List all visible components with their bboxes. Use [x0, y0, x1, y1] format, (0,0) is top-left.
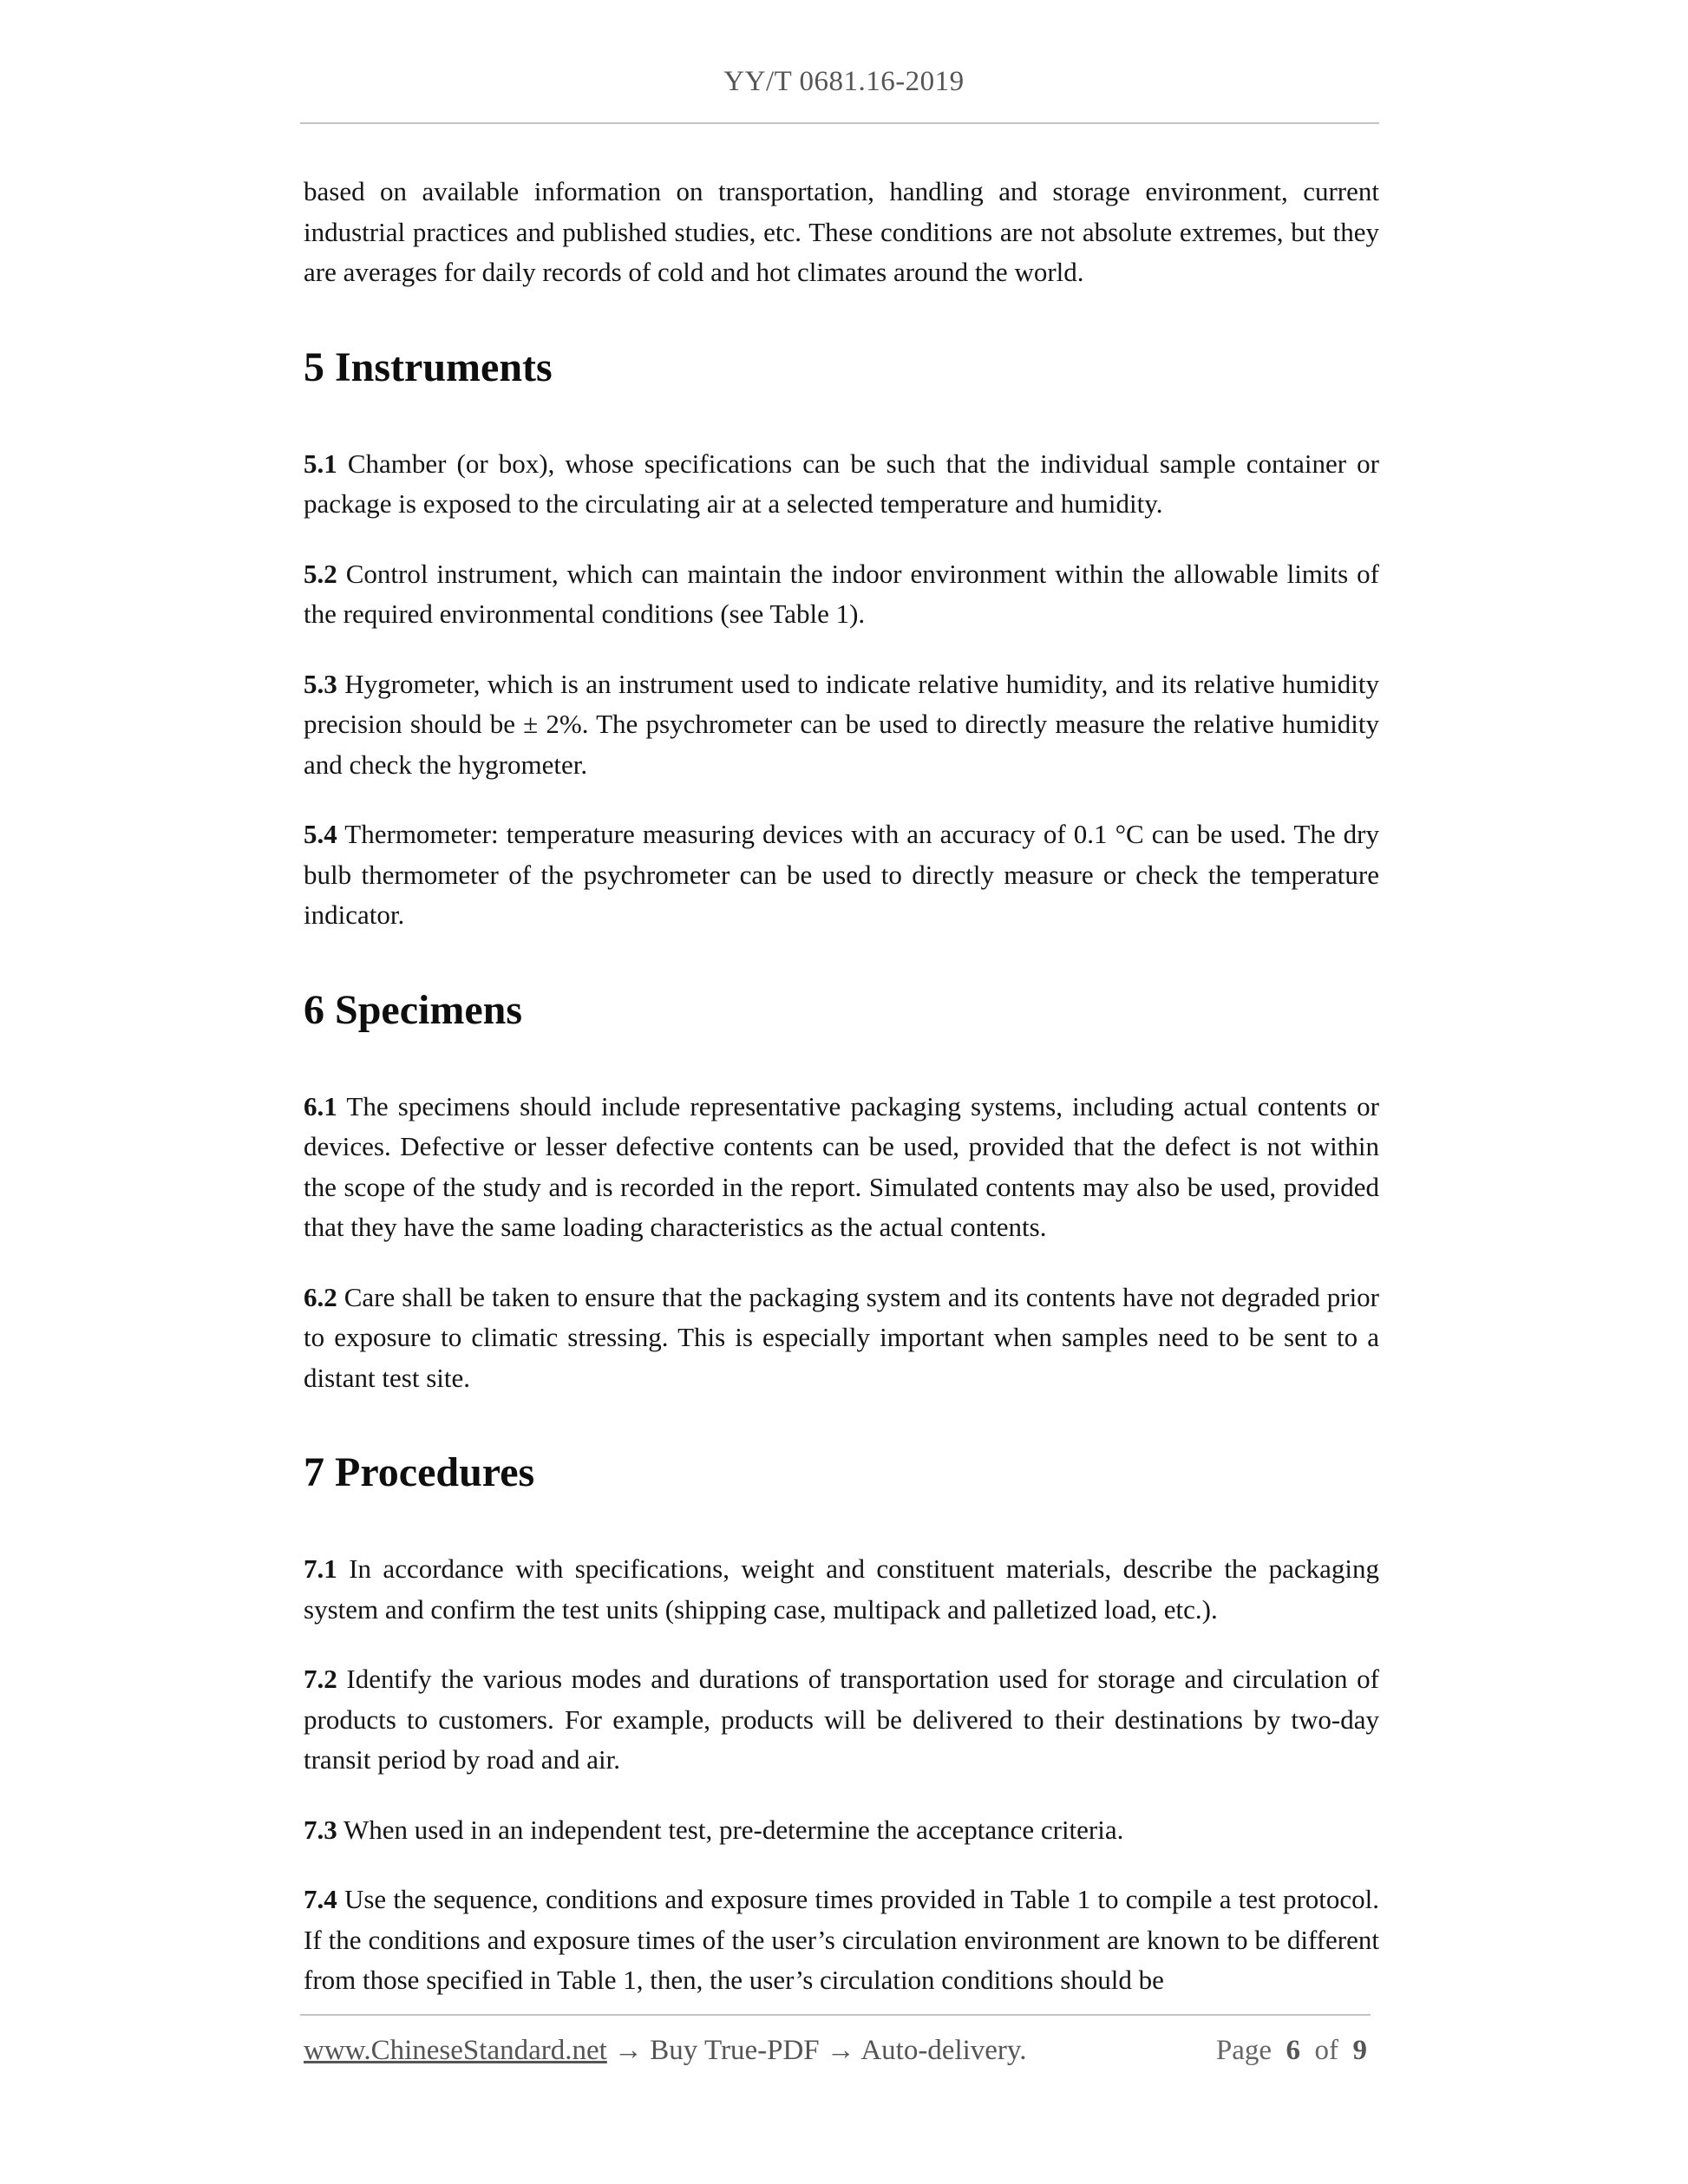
- website-link[interactable]: www.ChineseStandard.net: [304, 2035, 607, 2066]
- clause-text: Chamber (or box), whose specifications can be such that the individual sample container or package is exposed to the circulating air at a selected temperature and humidity.: [304, 448, 1380, 519]
- document-body: [304, 172, 1379, 2001]
- clause-number: 7.4: [304, 1884, 337, 1914]
- page-of-label: of: [1314, 2035, 1338, 2066]
- auto-delivery-text: Auto-delivery.: [860, 2035, 1027, 2066]
- clause-number: 5.2: [304, 558, 337, 589]
- clause-6-1: [304, 1087, 1379, 1248]
- clause-5-4: [304, 814, 1379, 936]
- footer-divider: [300, 2014, 1371, 2016]
- clause-number: 5.1: [304, 448, 337, 479]
- clause-7-4: [304, 1880, 1379, 2001]
- page-label: Page: [1215, 2035, 1272, 2066]
- page-number: [1216, 2035, 1367, 2067]
- header-title: YY/T 0681.16-2019: [723, 66, 965, 97]
- clause-number: 6.2: [304, 1281, 337, 1312]
- clause-number: 7.1: [304, 1553, 337, 1584]
- clause-7-2: [304, 1659, 1379, 1781]
- clause-5-3: [304, 664, 1379, 786]
- clause-text: Thermometer: temperature measuring devices with an accuracy of 0.1 °C can be used. The dry bulb thermometer of the psychrometer can be used to directly measure or check the temperature indicator.: [304, 819, 1379, 930]
- clause-7-1: [304, 1549, 1379, 1630]
- clause-text: When used in an independent test, pre-determine the acceptance criteria.: [343, 1814, 1124, 1845]
- clause-number: 5.4: [304, 819, 337, 849]
- clause-5-2: [304, 554, 1379, 635]
- clause-text: In accordance with specifications, weight and constituent materials, describe the packaging system and confirm the test units (shipping case, multipack and palletized load, etc.).: [304, 1553, 1380, 1625]
- clause-7-3: [304, 1810, 1379, 1851]
- section-6-title: 6 Specimens: [304, 986, 522, 1033]
- arrow-right-icon: →: [614, 2035, 644, 2066]
- clause-number: 7.3: [304, 1814, 337, 1845]
- clause-text: Use the sequence, conditions and exposure times provided in Table 1 to compile a test protocol. If the conditions and exposure times of the user’s circulation environment are known to be different from those specified in Table 1, then, the user’s circulation conditions should be: [304, 1884, 1379, 1995]
- intro-paragraph: based on available information on transportation, handling and storage environment, current industrial practices and published studies, etc. These conditions are not absolute extremes, but they are averages for daily records of cold and hot climates around the world.: [304, 176, 1379, 287]
- page-total: 9: [1352, 2035, 1367, 2066]
- arrow-right-icon: →: [826, 2035, 855, 2066]
- clause-number: 5.3: [304, 668, 337, 699]
- section-5-title: 5 Instruments: [304, 343, 553, 390]
- clause-text: Hygrometer, which is an instrument used to indicate relative humidity, and its relative humidity precision should be ± 2%. The psychrometer can be used to directly measure the relative humidity and check the hygrometer.: [304, 668, 1380, 780]
- footer-promo: [304, 2035, 1027, 2067]
- clause-text: Identify the various modes and durations of transportation used for storage and circulation of products to customers. For example, products will be delivered to their destinations by two-day transit period by road and air.: [304, 1664, 1379, 1775]
- clause-text: The specimens should include representative packaging systems, including actual contents or devices. Defective or lesser defective contents can be used, provided that the defect is not within the scope of the study and is recorded in the report. Simulated contents may also be used, provided that they have the same loading characteristics as the actual contents.: [304, 1090, 1379, 1242]
- page-current: 6: [1286, 2035, 1300, 2066]
- header-divider: [300, 122, 1379, 124]
- clause-text: Care shall be taken to ensure that the packaging system and its contents have not degraded prior to exposure to climatic stressing. This is especially important when samples need to be sent to a distant test site.: [304, 1281, 1380, 1393]
- clause-number: 6.1: [304, 1090, 337, 1121]
- clause-text: Control instrument, which can maintain the indoor environment within the allowable limits of the required environmental conditions (see Table 1).: [304, 558, 1379, 629]
- clause-6-2: [304, 1278, 1379, 1399]
- clause-number: 7.2: [304, 1664, 337, 1694]
- section-7-title: 7 Procedures: [304, 1449, 535, 1495]
- buy-pdf-text: Buy True-PDF: [650, 2035, 820, 2066]
- clause-5-1: [304, 444, 1379, 525]
